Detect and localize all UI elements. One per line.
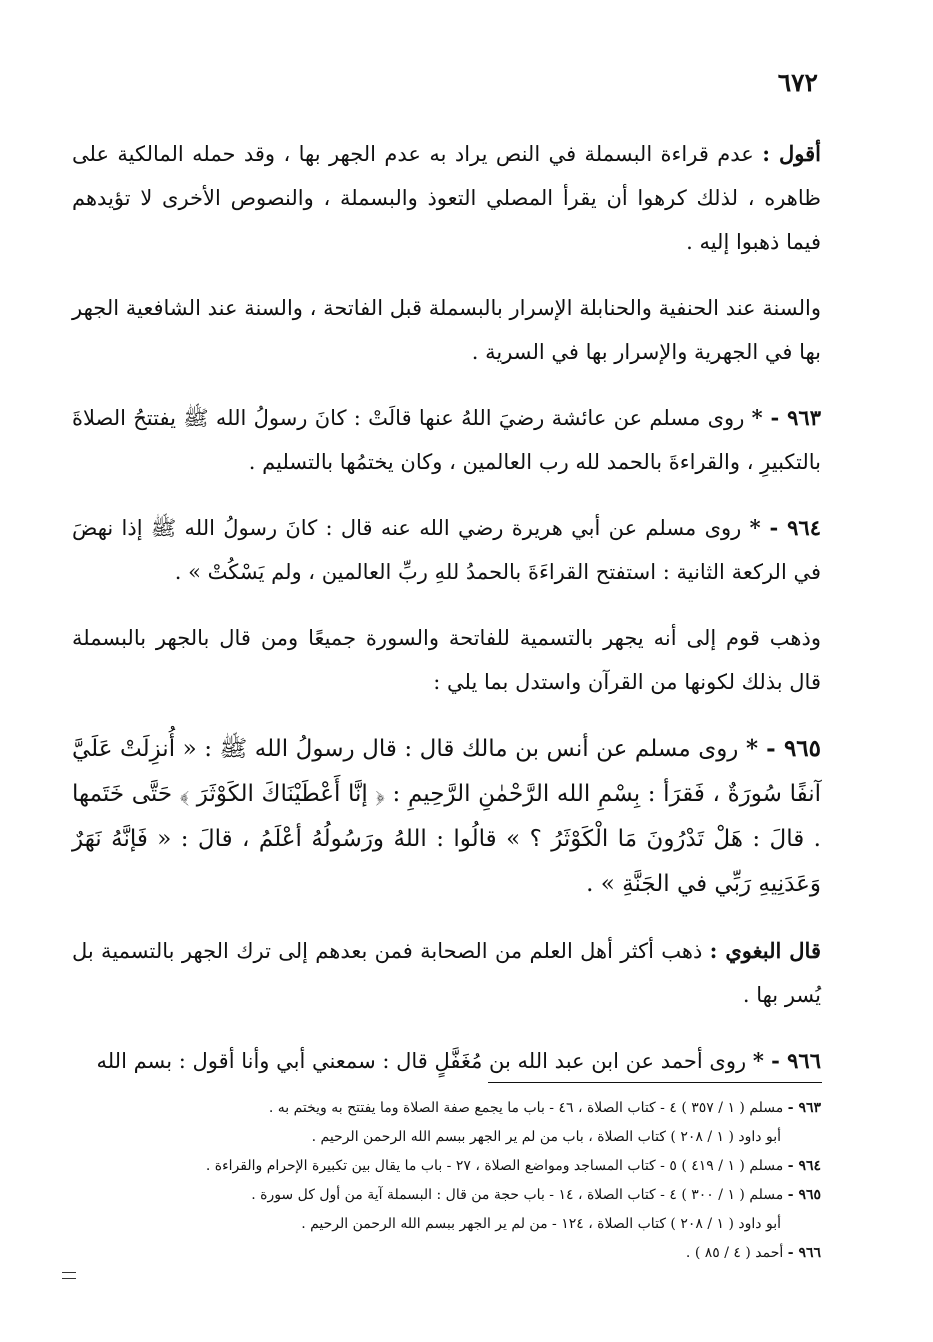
hadith-964 [72, 506, 821, 594]
paragraph-jahr [72, 616, 821, 704]
hadith-number: ٩٦٥ - * [745, 735, 822, 762]
hadith-text: روى مسلم عن أنس بن مالك قال : قال رسولُ الله ﷺ : « أُنزِلَتْ عَلَيَّ آنفًا سُورَةٌ ، فَقرَأ : بِسْمِ الله الرَّحْمٰنِ الرَّحِيمِ : ﴿ إنَّا أَعْطَيْنَاكَ الكَوْثَرَ ﴾ حَتَّى خَتَمها . قالَ : هَلْ تَدْرُونَ مَا الْكَوْثَرُ ؟ » قالُوا : اللهُ ورَسُولُهُ أعْلَمُ ، قالَ : « فَإنَّهُ نَهَرٌ وَعَدَنِيهِ رَبِّي في الجَنَّةِ » . [72, 736, 821, 897]
footnote-963-abudawud [72, 1123, 821, 1152]
hadith-text: روى أحمد عن ابن عبد الله بن مُغَفَّلٍ قال : سمعني أبي وأنا أقول : بسم الله [96, 1049, 753, 1073]
paragraph-text: وذهب قوم إلى أنه يجهر بالتسمية للفاتحة والسورة جميعًا ومن قال بالجهر بالبسملة قال بذلك لكونها من القرآن واستدل بما يلي : [72, 626, 821, 694]
paragraph-lead: أقول : [762, 141, 821, 166]
footnote-966 [72, 1239, 821, 1268]
hadith-number: ٩٦٣ - * [751, 405, 821, 430]
footnote-number: ٩٦٤ - [787, 1158, 821, 1174]
paragraph-text: والسنة عند الحنفية والحنابلة الإسرار بالبسملة قبل الفاتحة ، والسنة عند الشافعية الجهر بها في الجهرية والإسرار بها في السرية . [72, 296, 821, 364]
hadith-966 [72, 1039, 821, 1083]
footnote-number: ٩٦٦ - [787, 1245, 821, 1261]
footnote-text: مسلم ( ١ / ٣٠٠ ) ٤ - كتاب الصلاة ، ١٤ - باب حجة من قال : البسملة آية من أول كل سورة . [251, 1187, 788, 1203]
paragraph-baghawi [72, 929, 821, 1017]
footnote-number: ٩٦٥ - [787, 1187, 821, 1203]
footnotes [72, 1094, 821, 1268]
paragraph-text: ذهب أكثر أهل العلم من الصحابة فمن بعدهم إلى ترك الجهر بالتسمية بل يُسر بها . [72, 939, 821, 1007]
scan-edge-mark [62, 1272, 76, 1279]
page-number: ٦٧٢ [777, 68, 818, 97]
footnote-965 [72, 1181, 821, 1210]
footnote-text: أبو داود ( ١ / ٢٠٨ ) كتاب الصلاة ، ١٢٤ - من لم ير الجهر ببسم الله الرحمن الرحيم . [301, 1216, 781, 1232]
hadith-963 [72, 396, 821, 484]
footnote-text: مسلم ( ١ / ٤١٩ ) ٥ - كتاب المساجد ومواضع الصلاة ، ٢٧ - باب ما يقال بين تكبيرة الإحرام والقراءة . [205, 1158, 788, 1174]
main-text [72, 132, 821, 1105]
footnote-964 [72, 1152, 821, 1181]
hadith-text: روى مسلم عن عائشة رضيَ اللهُ عنها قالَتْ : كانَ رسولُ الله ﷺ يفتتحُ الصلاةَ بالتكبيرِ ، والقراءةَ بالحمد لله رب العالمين ، وكان يختمُها بالتسليم . [72, 406, 821, 474]
footnote-separator [488, 1082, 822, 1083]
paragraph-text: عدم قراءة البسملة في النص يراد به عدم الجهر بها ، وقد حمله المالكية على ظاهره ، لذلك كرهوا أن يقرأ المصلي التعوذ والبسملة ، والنصوص الأخرى لا تؤيدهم فيما ذهبوا إليه . [72, 142, 821, 254]
hadith-number: ٩٦٦ - * [752, 1048, 821, 1073]
footnote-text: أحمد ( ٤ / ٨٥ ) . [685, 1245, 788, 1261]
hadith-text: روى مسلم عن أبي هريرة رضي الله عنه قال : كانَ رسولُ الله ﷺ إذا نهضَ في الركعة الثانية : استفتح القراءَةَ بالحمدُ للهِ ربِّ العالمين ، ولم يَسْكُتْ » . [72, 516, 821, 584]
footnote-text: أبو داود ( ١ / ٢٠٨ ) كتاب الصلاة ، باب من لم ير الجهر ببسم الله الرحمن الرحيم . [311, 1129, 781, 1145]
footnote-965-abudawud [72, 1210, 821, 1239]
footnote-text: مسلم ( ١ / ٣٥٧ ) ٤ - كتاب الصلاة ، ٤٦ - باب ما يجمع صفة الصلاة وما يفتتح به ويختم به . [268, 1100, 788, 1116]
footnote-963 [72, 1094, 821, 1123]
paragraph-lead: قال البغوي : [709, 938, 821, 963]
paragraph-sunnah [72, 286, 821, 374]
hadith-965 [72, 726, 821, 907]
paragraph-opinion [72, 132, 821, 264]
hadith-number: ٩٦٤ - * [749, 515, 821, 540]
footnote-number: ٩٦٣ - [787, 1100, 821, 1116]
